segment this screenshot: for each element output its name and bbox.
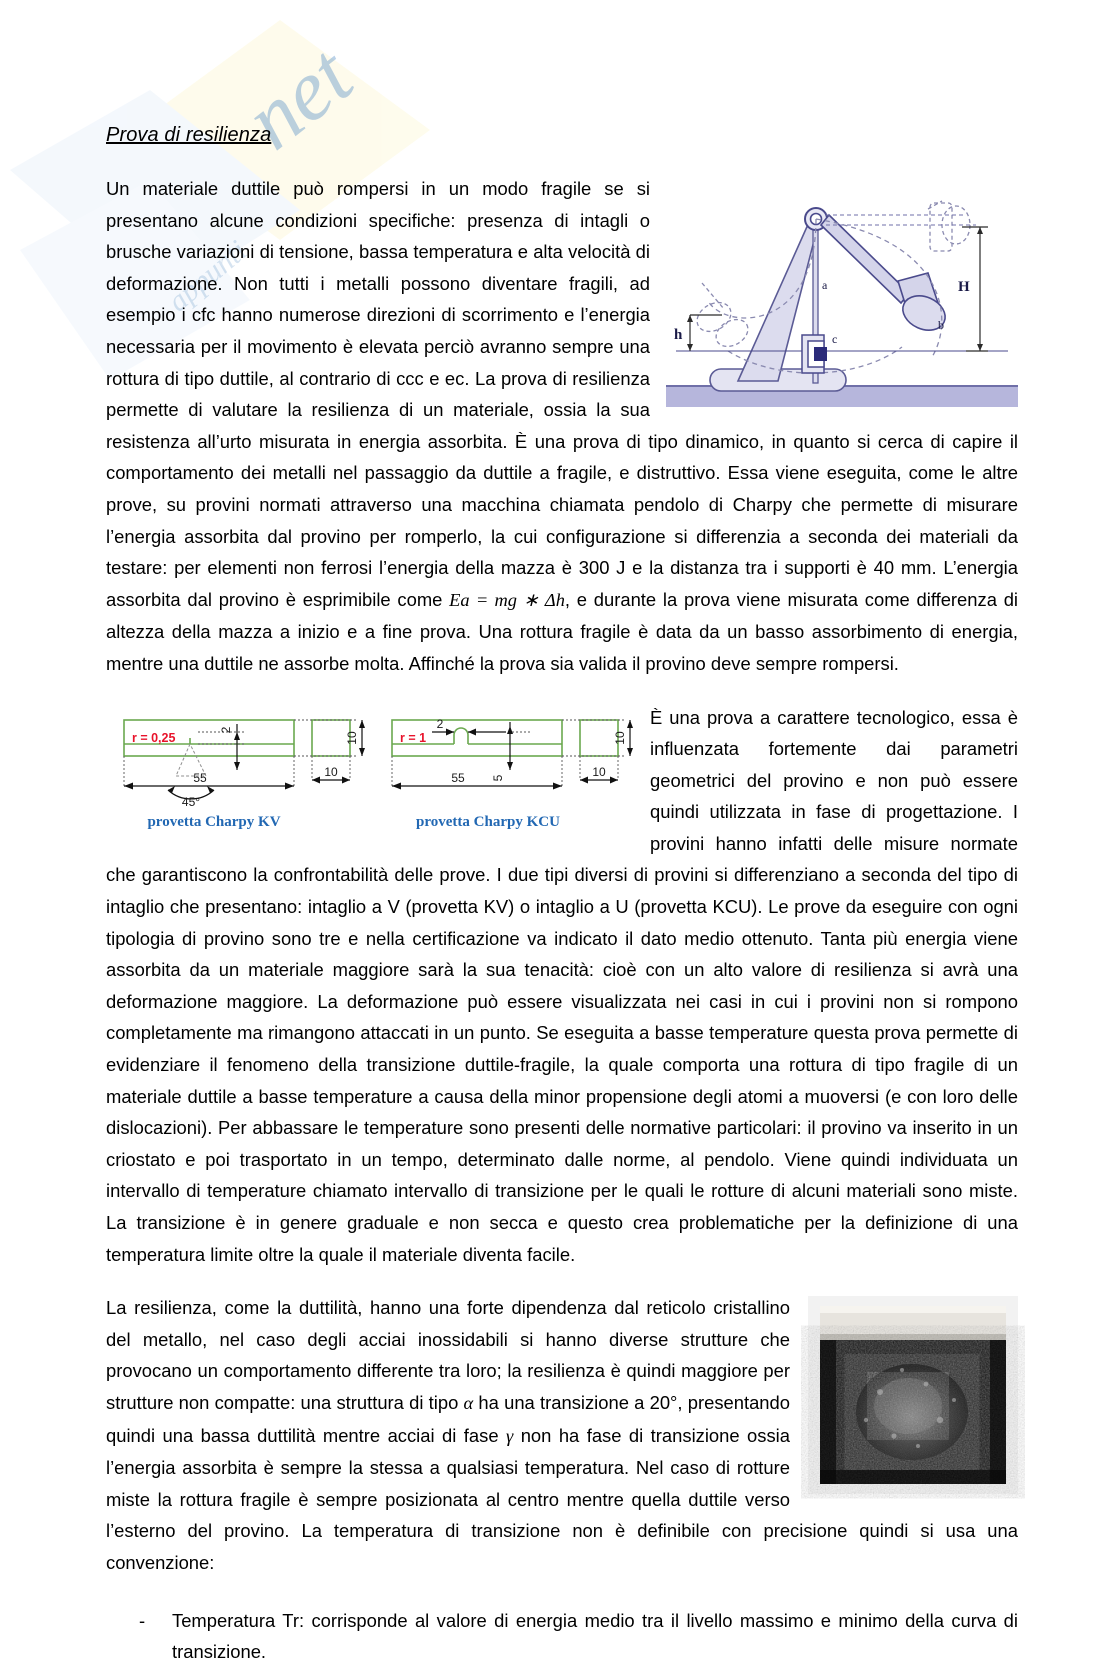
- symbol-gamma: γ: [506, 1425, 514, 1446]
- page-title: Prova di resilienza: [106, 124, 272, 146]
- kcu-height: 10: [613, 730, 627, 745]
- formula-energia-assorbita: Ea = mg ∗ Δh: [449, 589, 565, 610]
- kv-height: 10: [345, 730, 359, 745]
- paragraph-3-c: non ha fase di transizione ossia l’energia assorbita è sempre la stessa a qualsiasi temperatura. Nel caso di rotture miste la rottura fragile è sempre posizionata al centro mentre quella duttile verso l’esterno del provino. La temperatura di transizione non è definibile con precisione quindi si usa una convenzione:: [106, 1424, 1018, 1573]
- list-bullet: -: [139, 1609, 146, 1631]
- label-c: c: [832, 332, 838, 346]
- kcu-notch-depth: 5: [491, 774, 505, 781]
- paragraph-1-cont: , e durante la prova viene misurata come differenza di altezza della mazza a inizio e a fine prova. Una rottura fragile è data da un basso assorbimento di energia, mentre una duttile ne assorbe molta. Affinché la prova sia valida il provino deve sempre rompersi.: [106, 588, 1019, 674]
- specimen-kcu: [392, 717, 633, 830]
- paragraph-3-a: La resilienza, come la duttilità, hanno una forte dipendenza dal reticolo cristallino del metallo, nel caso degli acciai inossidabili si hanno diverse strutture che provocano un comportamento differente tra loro; la resilienza è quindi maggiore per strutture non compatte: una struttura di tipo: [106, 1297, 790, 1413]
- symbol-alpha: α: [463, 1392, 474, 1413]
- kv-notch-depth: 2: [219, 726, 233, 733]
- kcu-length: 55: [451, 770, 465, 785]
- paragraph-2: È una prova a carattere tecnologico, essa è influenzata fortemente dai parametri geometrici del provino e non può essere quindi utilizzata in fase di progettazione. I provini hanno infatti delle misure normate che garantiscono la confrontabilità delle prove. I due tipi diversi di provini si differenziano a seconda del tipo di intaglio che presentano: intaglio a V (provetta KV) o intaglio a U (provetta KCU). Le prove da eseguire con ogni tipologia di provino sono tre e nella certificazione va indicato il dato medio ottenuto. Tanta più energia viene assorbita da un materiale maggiore sarà la sua tenacità: cioè con un alto valore di resilienza si avrà una deformazione maggiore. La deformazione può essere visualizzata nei casi in cui i provini non si rompono completamente ma rimangono attaccati in un punto. Se eseguita a basse temperature questa prova permette di evidenziare il fenomeno della transizione duttile-fragile, la quale comporta una rottura di tipo fragile di un materiale duttile a basse temperature a causa della minor propensione degli atomi a muoversi (e con loro delle dislocazioni). Per abbassare le temperature sono presenti delle normative particolari: il provino va inserito in un criostato e poi trasportato in un tempo, determinato dalle norme, al pendolo. Viene quindi individuata un intervallo di temperature chiamato intervallo di transizione per le quali le rotture di alcuni materiali sono miste. La transizione è in genere graduale e non secca e questo crea problematiche per la definizione di una temperatura limite oltre la quale il materiale diventa facile.: [106, 706, 1018, 1265]
- label-a: a: [822, 278, 828, 292]
- label-h: h: [674, 327, 683, 343]
- kcu-notch-width: 2: [436, 716, 444, 731]
- kcu-caption: provetta Charpy KCU: [416, 813, 560, 830]
- kv-radius: r = 0,25: [132, 730, 176, 745]
- convention-list: [106, 1605, 1018, 1668]
- label-b: b: [938, 318, 944, 332]
- list-item-text: Temperatura Tr: corrisponde al valore di energia medio tra il livello massimo e minimo della curva di transizione.: [172, 1609, 1018, 1663]
- charpy-pendulum-figure: [666, 181, 1018, 419]
- svg-text:appunti: appunti: [161, 234, 254, 319]
- kcu-width: 10: [592, 764, 606, 779]
- kcu-radius: r = 1: [400, 730, 427, 745]
- kv-caption: provetta Charpy KV: [147, 813, 281, 830]
- kv-length: 55: [193, 770, 207, 785]
- document-body: [106, 124, 1018, 1668]
- label-H: H: [958, 279, 970, 295]
- svg-text:net: net: [227, 27, 370, 168]
- kv-width: 10: [324, 764, 338, 779]
- kv-angle: 45°: [181, 794, 201, 809]
- specimen-kv: [124, 720, 365, 830]
- paragraph-1-text: Un materiale duttile può rompersi in un modo fragile se si presentano alcune condizioni specifiche: presenza di intagli o brusche variazioni di tensione, bassa temperatura e alta velocità di deformazione. Non tutti i metalli possono diventare fragili, ad esempio i cfc hanno numerose direzioni di scorrimento e l’energia necessaria per il movimento è elevata perciò avranno sempre una rottura di tipo duttile, al contrario di ccc e ec. La prova di resilienza permette di valutare la resilienza di un materiale, ossia la sua resistenza all’urto misurata in energia assorbita. È una prova di tipo dinamico, in quanto si cerca di capire il comportamento dei metalli nel passaggio da duttile a fragile, e distruttivo. Essa viene eseguita, come le altre prove, su provini normati attraverso una macchina chiamata pendolo di Charpy che permette di misurare l’energia assorbita dal provino per romperlo, la cui configurazione si differenzia a seconda dei materiali da testare: per elementi non ferrosi l’energia della mazza è 300 J e la distanza tra i supporti è 40 mm. L’energia assorbita dal provino è esprimibile come: [106, 178, 1018, 610]
- fracture-surface-photo: [808, 1296, 1018, 1494]
- list-item: [106, 1605, 1018, 1668]
- paragraph-3-b: ha una transizione a 20°, presentando quindi una bassa duttilità mentre acciai di fase: [106, 1391, 790, 1446]
- charpy-specimen-figure: [106, 708, 636, 830]
